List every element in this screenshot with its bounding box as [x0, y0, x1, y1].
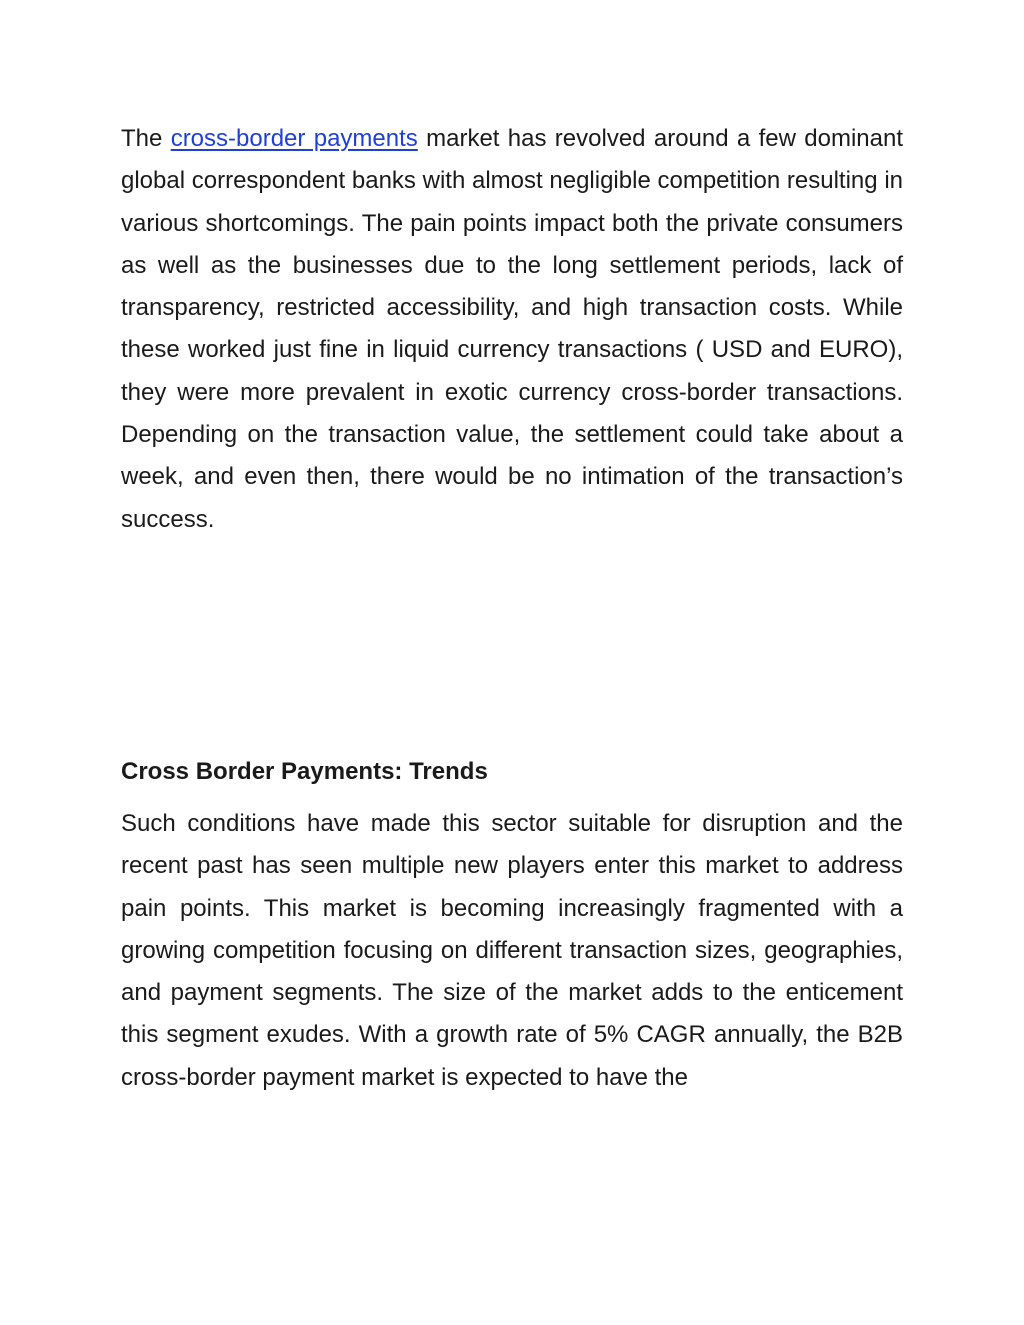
cross-border-payments-link[interactable]: cross-border payments: [170, 125, 418, 152]
intro-paragraph-prefix: The: [121, 125, 171, 152]
intro-paragraph-body: market has revolved around a few dominant global correspondent banks with almost negligible competition resulting in various shortcomings. The pain points impact both the private consumers as well as the businesses due to the long settlement periods, lack of transparency, restricted accessibility, and high transaction costs. While these worked just fine in liquid currency transactions ( USD and EURO), they were more prevalent in exotic currency cross-border transactions. Depending on the transaction value, the settlement could take about a week, and even then, there would be no intimation of the transaction’s success.: [121, 125, 903, 533]
trends-paragraph: Such conditions have made this sector suitable for disruption and the recent past has seen multiple new players enter this market to address pain points. This market is becoming increasingly fragmented with a growing competition focusing on different transaction sizes, geographies, and payment segments. The size of the market adds to the enticement this segment exudes. With a growth rate of 5% CAGR annually, the B2B cross-border payment market is expected to have the: [121, 810, 903, 1091]
intro-paragraph: [121, 118, 903, 541]
section-heading: Cross Border Payments: Trends: [121, 758, 488, 785]
